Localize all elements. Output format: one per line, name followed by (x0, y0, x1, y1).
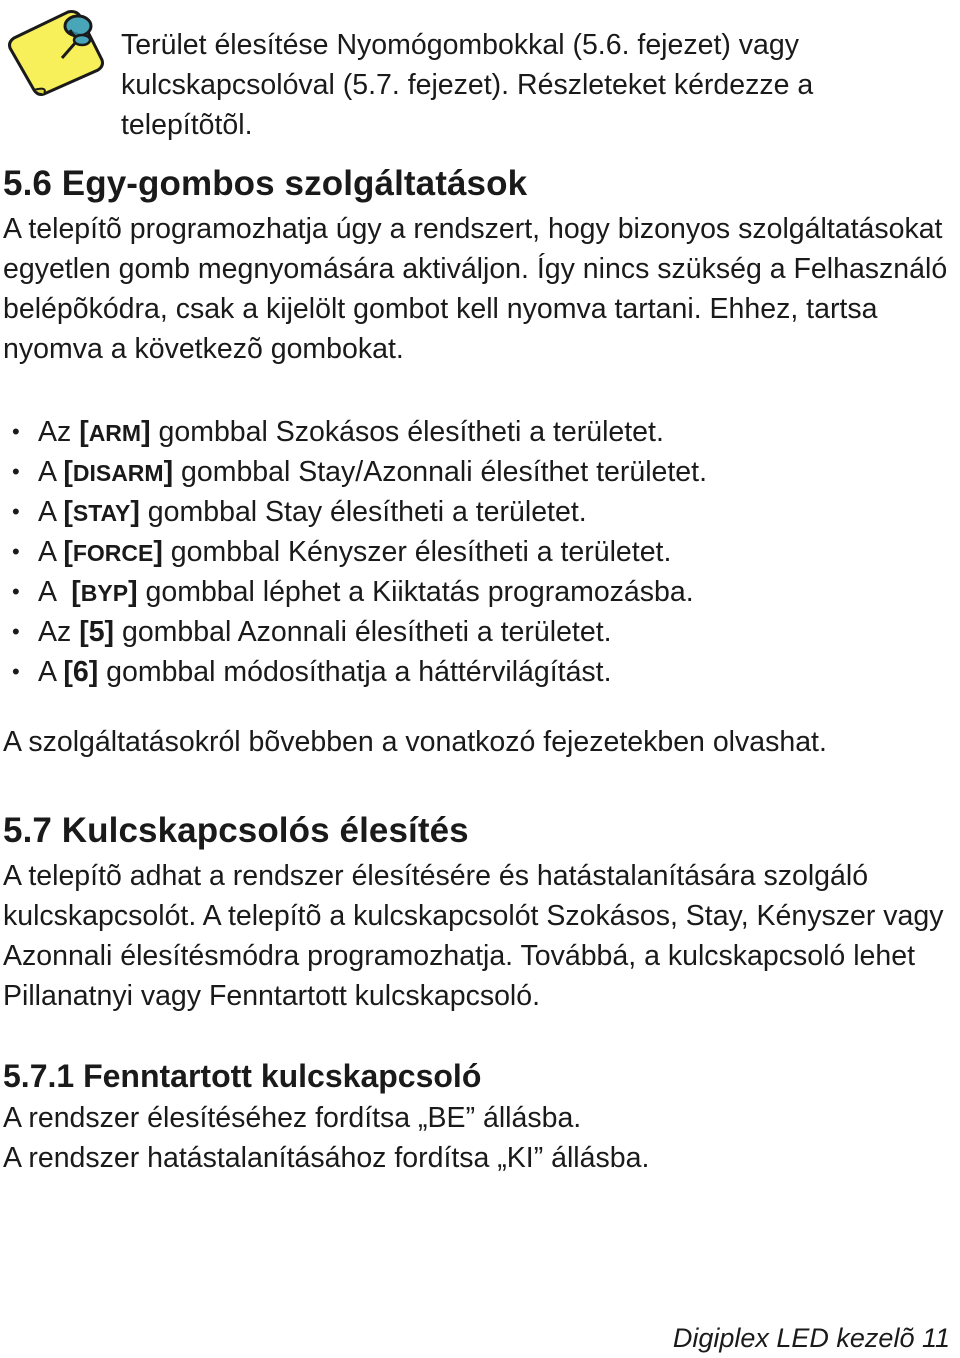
key-label: 6 (72, 656, 89, 688)
list-item: • Az [ARM] gombbal Szokásos élesítheti a területet. (12, 416, 664, 448)
section-5-6-title: 5.6 Egy-gombos szolgáltatások (3, 164, 528, 203)
section-5-7-1-line2: A rendszer hatástalanításához fordítsa „KI” állásba. (3, 1142, 650, 1174)
section-5-6-outro: A szolgáltatásokról bõvebben a vonatkozó fejezetekben olvashat. (3, 726, 827, 758)
section-5-7-body: A telepítõ adhat a rendszer élesítésére és hatástalanítására szolgáló kulcskapcsolót. A telepítõ a kulcskapcsolót Szokásos, Stay, Kényszer vagy Azonnali élesítésmódra programozhatja. Továbbá, a kulcskapcsoló lehet Pillanatnyi vagy Fenntartott kulcskapcsoló. (3, 860, 944, 1012)
list-item: • Az [5] gombbal Azonnali élesítheti a területet. (12, 616, 612, 648)
section-5-7-title: 5.7 Kulcskapcsolós élesítés (3, 811, 469, 850)
key-label: DISARM (72, 460, 164, 486)
section-5-7-1-title: 5.7.1 Fenntartott kulcskapcsoló (3, 1058, 482, 1094)
section-5-7-1-line1: A rendszer élesítéséhez fordítsa „BE” állásba. (3, 1102, 582, 1134)
list-item: • A [STAY] gombbal Stay élesítheti a területet. (12, 496, 587, 528)
key-label: BYP (80, 580, 129, 606)
key-label: 5 (88, 616, 105, 648)
note-box (0, 0, 960, 141)
key-label: STAY (72, 500, 131, 526)
page-footer: Digiplex LED kezelõ 11 (672, 1323, 950, 1353)
list-item: • A [DISARM] gombbal Stay/Azonnali élesíthet területet. (12, 456, 707, 488)
key-label: FORCE (72, 540, 154, 566)
pinned-note-icon (4, 2, 108, 98)
key-label: ARM (88, 420, 142, 446)
list-item: • A [FORCE] gombbal Kényszer élesítheti a területet. (12, 536, 672, 568)
list-item: • A [BYP] gombbal léphet a Kiiktatás programozásba. (12, 576, 694, 608)
section-5-6-intro: A telepítõ programozhatja úgy a rendszert, hogy bizonyos szolgáltatásokat egyetlen gomb megnyomására aktiváljon. Így nincs szükség a Felhasználó belépõkódra, csak a kijelölt gombot kell nyomva tartani. Ehhez, tartsa nyomva a következõ gombokat. (3, 213, 948, 365)
button-function-list (0, 412, 955, 692)
list-item: • A [6] gombbal módosíthatja a háttérvilágítást. (12, 656, 612, 688)
note-text: Terület élesítése Nyomógombokkal (5.6. fejezet) vagy kulcskapcsolóval (5.7. fejezet). Részleteket kérdezze a telepítõtõl. (121, 28, 814, 141)
